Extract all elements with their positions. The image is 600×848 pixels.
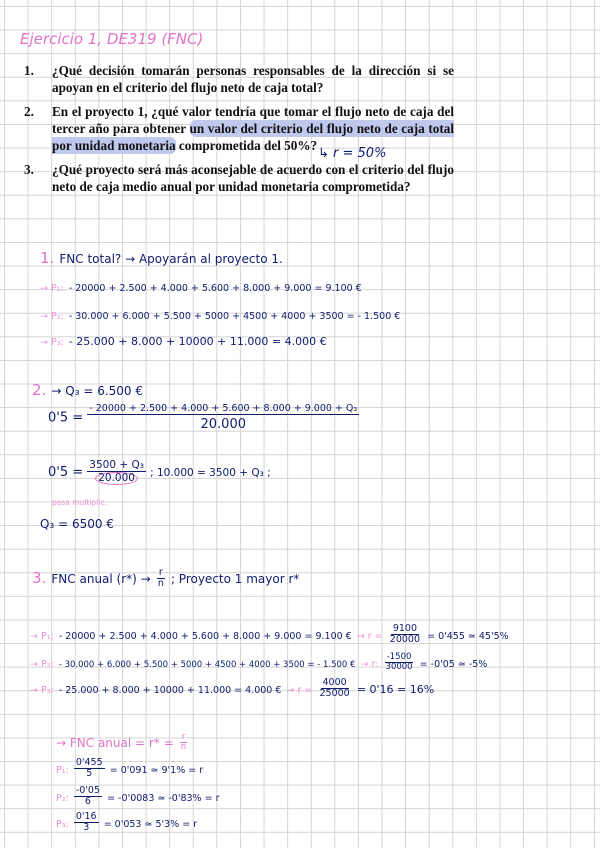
question-1 [24, 62, 454, 96]
anual-num: r [181, 732, 186, 743]
s2-equation-1 [48, 404, 359, 432]
s2-result: Q₃ = 6500 € [40, 517, 114, 531]
eq-numerator: - 20000 + 2.500 + 4.000 + 5.600 + 8.000 + 9.000 + Q₃ [89, 403, 358, 414]
p-label: → P₂: [30, 659, 54, 670]
question-2 [24, 103, 454, 154]
p-expr: - 20000 + 2.500 + 4.000 + 5.600 + 8.000 + 9.000 = 9.100 € [58, 631, 352, 642]
anual-label: P₂: [56, 793, 69, 804]
title-frac-den: n [157, 578, 164, 589]
r-note: ↳ r = 50% [318, 146, 387, 161]
anual-row-den: 3 [83, 822, 90, 833]
r-fraction [388, 624, 422, 645]
anual-row-result: = 0'053 ≃ 5'3% = r [103, 819, 198, 830]
s1-p2-line [40, 304, 400, 323]
r-den: 30000 [385, 662, 413, 672]
r-den: 25000 [319, 688, 350, 699]
section-number: 3. [32, 569, 47, 587]
question-text [52, 103, 454, 154]
title-frac-num: r [158, 567, 163, 579]
anual-row-den: 6 [84, 796, 91, 807]
section-3-title [32, 568, 299, 589]
question-number: 2. [24, 104, 34, 119]
section-title: FNC total? → Apoyarán al proyecto 1. [59, 252, 283, 266]
anual-row-fraction [74, 812, 99, 833]
question-text-a: En el proyecto 1, ¿qué valor tendría que tomar el flujo neto de caja del tercer año para obtener [52, 104, 454, 136]
eq-rhs: ; 10.000 = 3500 + Q₃ ; [150, 467, 271, 480]
anual-row-result: = 0'091 ≃ 9'1% = r [109, 765, 204, 776]
question-text: ¿Qué decisión tomarán personas responsables de la dirección si se apoyan en el criterio del flujo neto de caja total? [52, 63, 454, 95]
eq-fraction [87, 404, 359, 432]
r-num: 4000 [322, 677, 347, 689]
s3-row-3 [30, 678, 434, 699]
section-number: 2. [32, 381, 47, 399]
p-label: → P₃: [30, 685, 54, 696]
anual-row-result: = -0'0083 ≃ -0'83% = r [107, 793, 220, 804]
p-expr: - 30.000 + 6.000 + 5.500 + 5000 + 4500 + 4000 + 3500 = - 1.500 € [58, 660, 356, 670]
eq-fraction [87, 460, 146, 485]
section-title-b: ; Proyecto 1 mayor r* [170, 572, 300, 586]
anual-row-fraction [74, 786, 102, 807]
title-fraction [156, 568, 166, 589]
s2-equation-2 [48, 460, 271, 485]
anual-row-3 [56, 812, 197, 833]
p-label: → P₁: [40, 283, 64, 294]
r-fraction [317, 678, 351, 699]
r-result: = 0'455 ≃ 45'5% [427, 631, 509, 642]
question-text: ¿Qué proyecto será más aconsejable de acuerdo con el criterio del flujo neto de caja medio anual por unidad monetaria comprometida? [52, 162, 454, 194]
section-number: 1. [40, 249, 55, 267]
anual-row-num: 0'455 [75, 757, 103, 769]
anual-row-2 [56, 786, 219, 807]
multiply-note: pasa multiplic. [52, 498, 107, 507]
question-number: 1. [24, 63, 34, 78]
eq-numerator: 3500 + Q₃ [89, 459, 144, 471]
anual-fraction [179, 733, 188, 752]
section-title: → Q₃ = 6.500 € [51, 384, 144, 398]
p-expr: - 20000 + 2.500 + 4.000 + 5.600 + 8.000 + 9.000 = 9.100 € [68, 283, 362, 294]
s1-p3-line [40, 330, 327, 349]
section-title-a: FNC anual (r*) → [51, 572, 151, 586]
anual-label: P₃: [56, 819, 69, 830]
s3-row-1 [30, 624, 509, 645]
r-num: -1500 [386, 652, 412, 663]
highlighted-text: un valor del criterio del flujo neto de caja total por unidad monetaria [52, 121, 454, 153]
anual-title [56, 732, 188, 752]
p-expr: - 25.000 + 8.000 + 10000 + 11.000 = 4.000 € [58, 685, 282, 696]
p-expr: - 25.000 + 8.000 + 10000 + 11.000 = 4.000 € [68, 335, 327, 348]
r-result: = -0'05 ≃ -5% [419, 659, 488, 670]
p-label: → P₃: [40, 337, 64, 348]
r-num: 9100 [392, 623, 417, 635]
eq-lhs: 0'5 = [48, 410, 84, 426]
r-arrow: → r: [360, 659, 379, 670]
question-number: 3. [24, 162, 34, 177]
anual-label: P₁: [56, 765, 69, 776]
r-arrow: → r = [286, 685, 313, 696]
eq-denominator: 20.000 [95, 472, 138, 485]
eq-denominator: 20.000 [200, 416, 246, 432]
anual-row-fraction [74, 758, 105, 779]
printed-questions [24, 62, 454, 202]
p-label: → P₁: [30, 631, 54, 642]
r-den: 20000 [389, 634, 421, 645]
anual-row-num: 0'16 [75, 811, 97, 823]
p-expr: - 30.000 + 6.000 + 5.500 + 5000 + 4500 + 4000 + 3500 = - 1.500 € [68, 311, 401, 322]
anual-den: n [180, 742, 187, 752]
anual-row-den: 5 [86, 768, 93, 779]
section-2-title [32, 380, 143, 399]
r-arrow: → r = [356, 631, 383, 642]
eq-lhs: 0'5 = [48, 465, 84, 481]
question-text-b: comprometida del 50%? [175, 138, 318, 153]
r-result: = 0'16 = 16% [356, 683, 435, 696]
s1-p1-line [40, 276, 362, 295]
s3-row-2 [30, 652, 487, 672]
question-3 [24, 161, 454, 195]
section-1-title [40, 248, 283, 267]
p-label: → P₂: [40, 311, 64, 322]
anual-row-1 [56, 758, 203, 779]
anual-row-num: -0'05 [75, 785, 101, 797]
r-fraction [384, 653, 415, 672]
anual-title-text: → FNC anual = r* = [56, 736, 174, 750]
page-header: Ejercicio 1, DE319 (FNC) [20, 30, 204, 48]
